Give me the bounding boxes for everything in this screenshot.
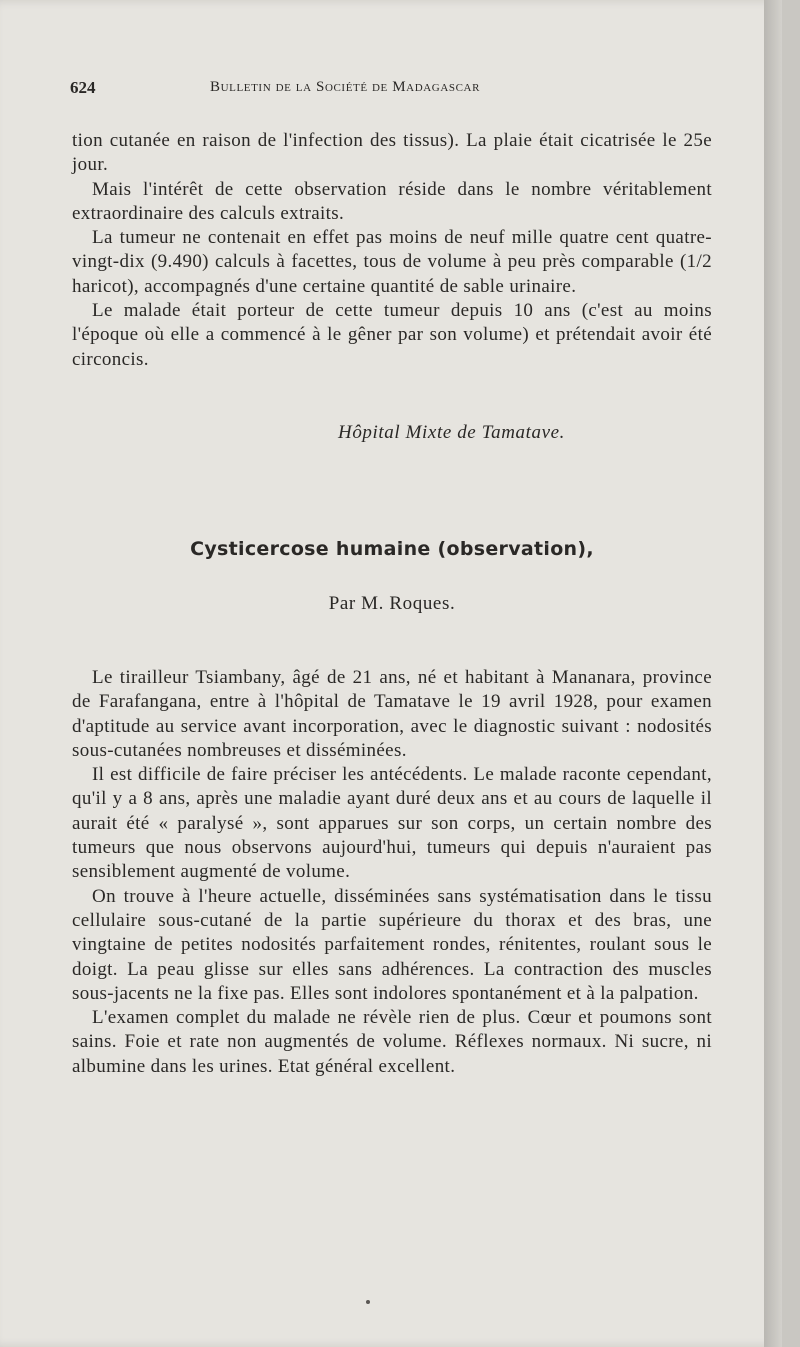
paragraph: Il est difficile de faire préciser les antécédents. Le malade raconte cependant, qu'il y a 8 ans, après une maladie ayant duré deux ans et au cours de laquelle il aurait été « paralysé », sont apparues sur son corps, un certain nombre des tumeurs que nous observons aujourd'hui, tumeurs qui depuis n'auraient pas sensiblement augmenté de volume.: [72, 764, 712, 883]
paragraph: tion cutanée en raison de l'infection des tissus). La plaie était cicatrisée le 25e jour.: [72, 130, 712, 176]
page-number: 624: [70, 78, 96, 97]
paragraph: Le tirailleur Tsiambany, âgé de 21 ans, né et habitant à Mananara, province de Farafangana, entre à l'hôpital de Tamatave le 19 avril 1928, pour examen d'aptitude au service avant incorporation, avec le diagnostic suivant : nodosités sous-cutanées nombreuses et disséminées.: [72, 667, 712, 761]
article-title: Cysticercose humaine (observation),: [190, 538, 594, 560]
paragraph: On trouve à l'heure actuelle, disséminées sans systématisation dans le tissu cellulaire sous-cutané de la partie supérieure du thorax et des bras, une vingtaine de petites nodosités parfaitement rondes, rénitentes, roulant sous le doigt. La peau glisse sur elles sans adhérences. La contraction des muscles sous-jacents ne la fixe pas. Elles sont indolores spontanément et à la palpation.: [72, 885, 712, 1004]
paragraph: L'examen complet du malade ne révèle rien de plus. Cœur et poumons sont sains. Foie et rate non augmentés de volume. Réflexes normaux. Ni sucre, ni albumine dans les urines. Etat général excellent.: [72, 1007, 712, 1077]
signature: Hôpital Mixte de Tamatave.: [338, 422, 566, 443]
previous-article-text: [72, 129, 712, 372]
page-edge: [764, 0, 782, 1347]
article-author: Par M. Roques.: [328, 593, 456, 614]
running-head: Bulletin de la Société de Madagascar: [210, 79, 481, 95]
printer-dot: [366, 1300, 370, 1304]
page-header: [70, 78, 710, 102]
article-text: [72, 666, 712, 1079]
paragraph: Le malade était porteur de cette tumeur depuis 10 ans (c'est au moins l'époque où elle a commencé à le gêner par son volume) et prétendait avoir été circoncis.: [72, 300, 712, 370]
paragraph: Mais l'intérêt de cette observation réside dans le nombre véritablement extraordinaire des calculs extraits.: [72, 178, 712, 224]
paragraph: La tumeur ne contenait en effet pas moins de neuf mille quatre cent quatre-vingt-dix (9.490) calculs à facettes, tous de volume à peu près comparable (1/2 haricot), accompagnés d'une certaine quantité de sable urinaire.: [72, 227, 712, 297]
